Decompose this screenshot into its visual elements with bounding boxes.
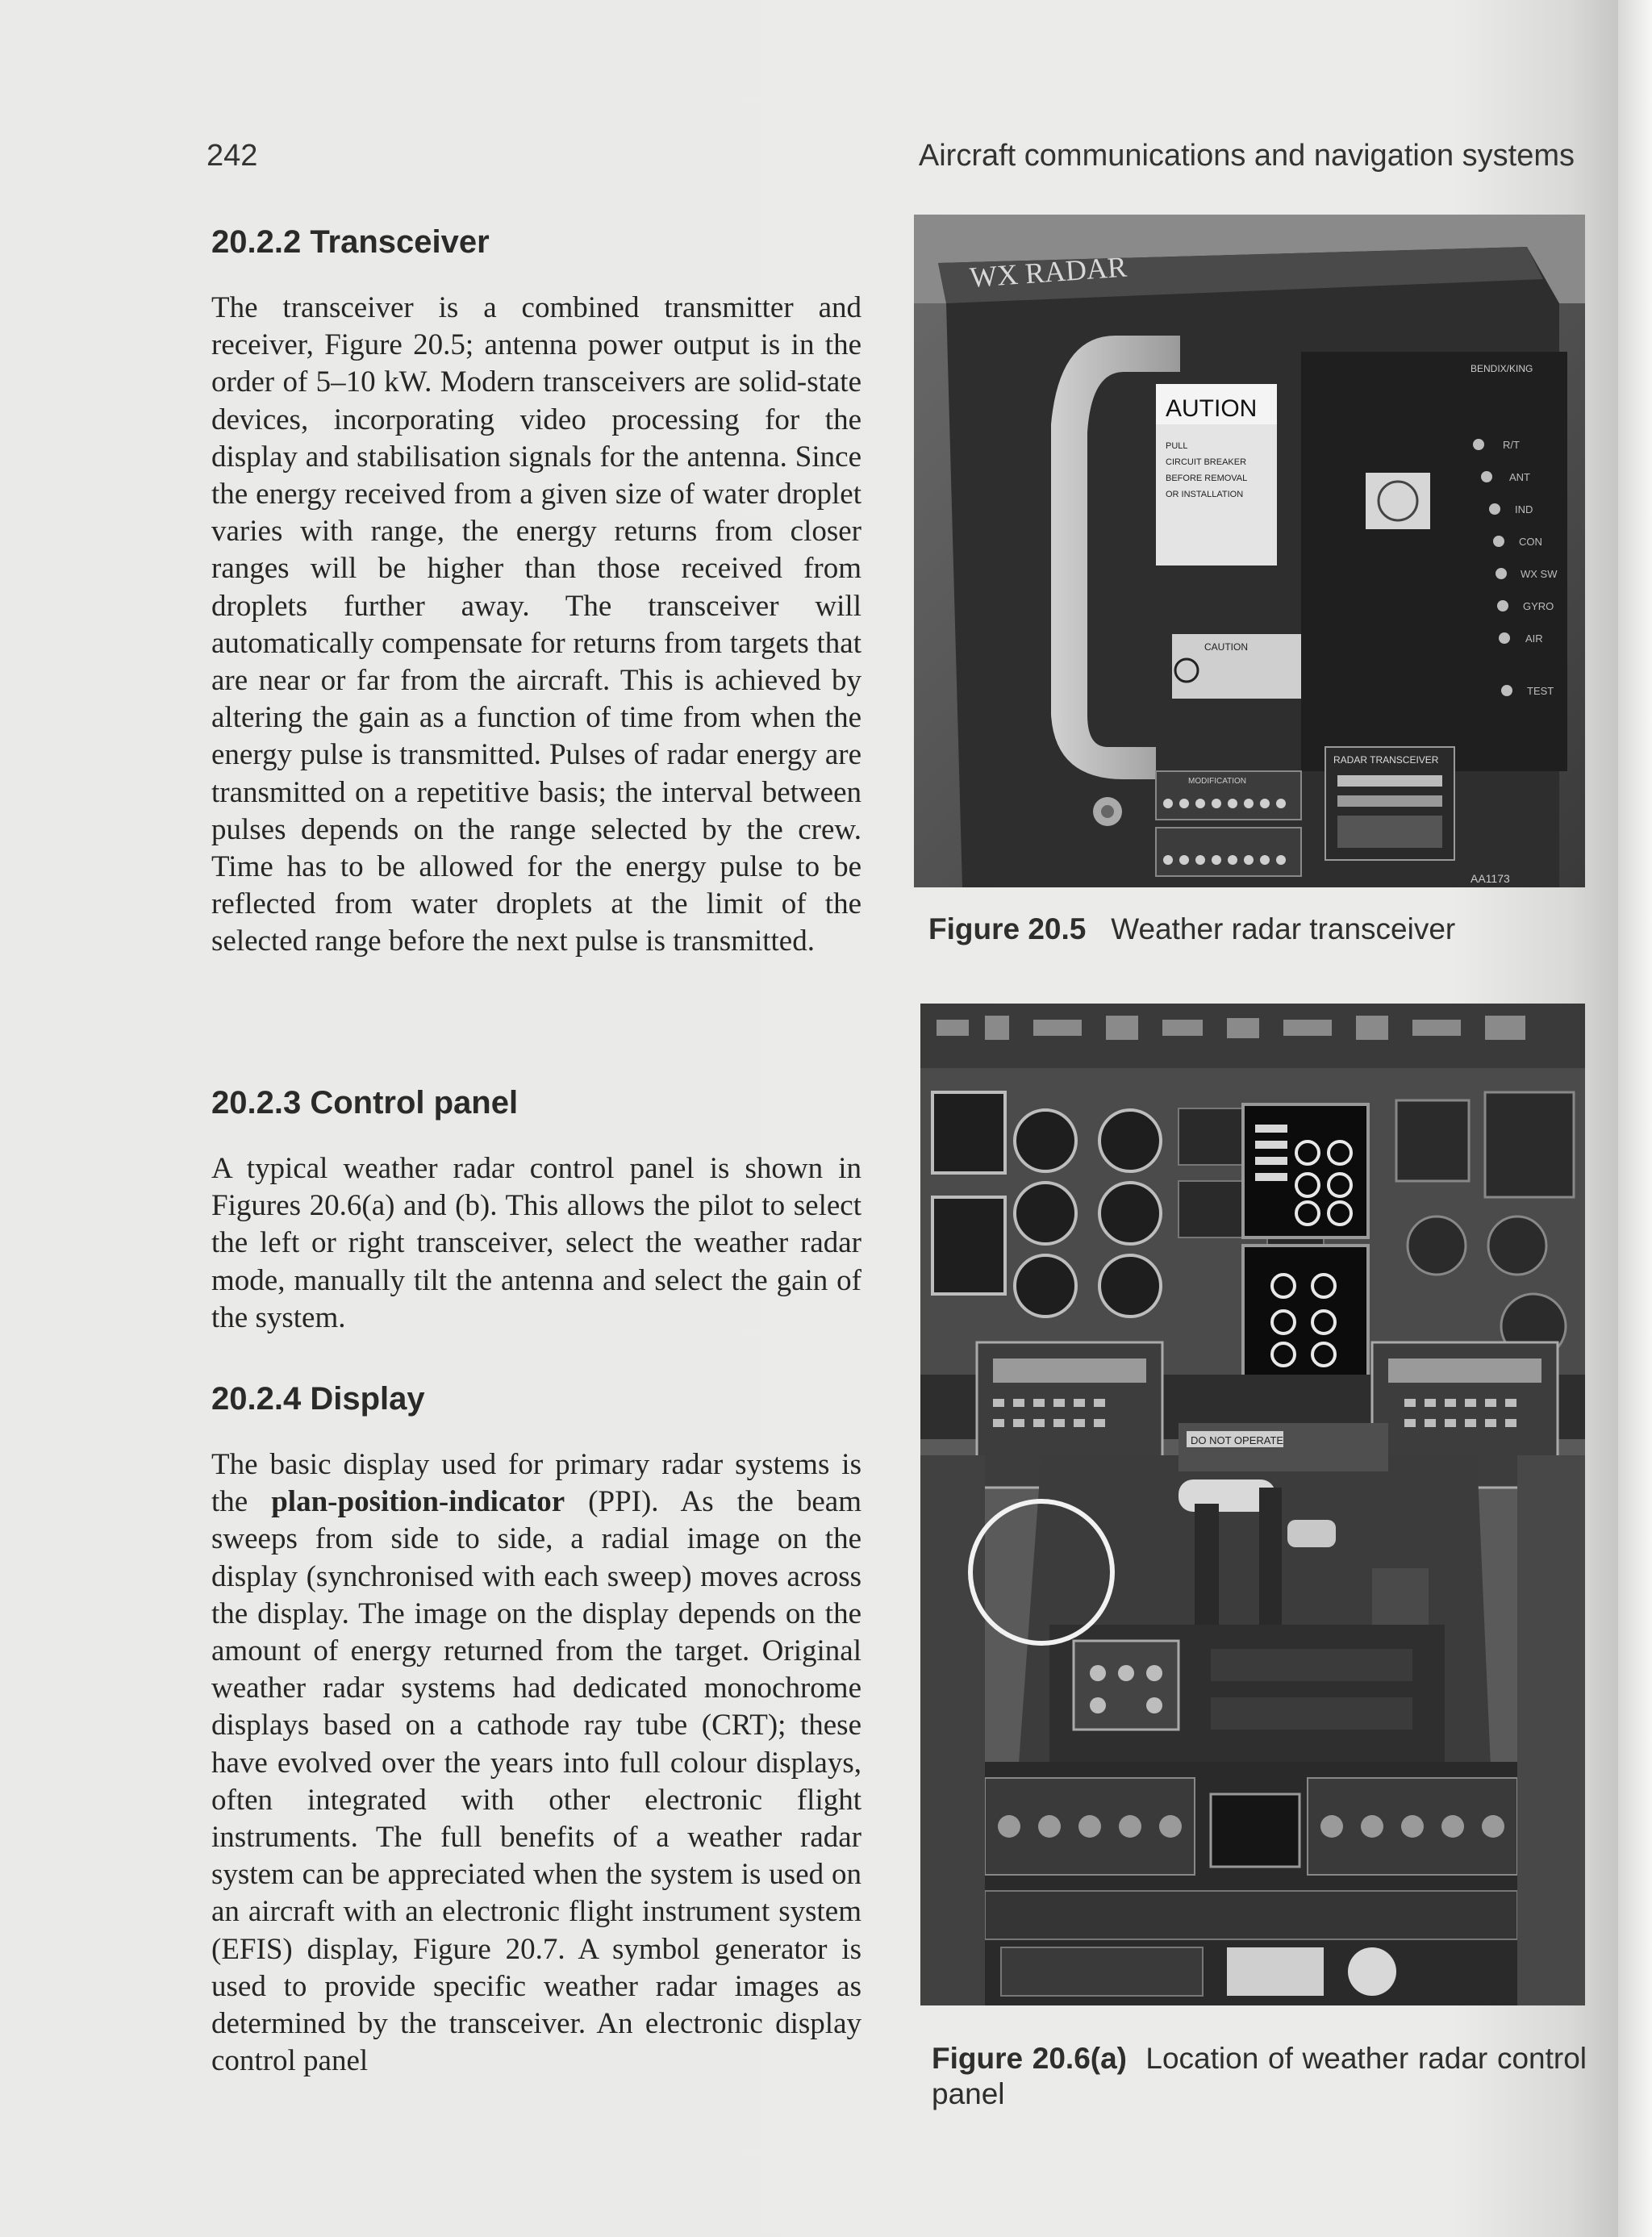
svg-text:CAUTION: CAUTION xyxy=(1204,641,1248,653)
svg-text:TEST: TEST xyxy=(1527,685,1554,697)
section-display xyxy=(211,1381,861,2080)
section-heading: 20.2.2 Transceiver xyxy=(211,224,490,260)
page-number: 242 xyxy=(206,139,258,173)
section-heading: 20.2.4 Display xyxy=(211,1381,425,1417)
svg-text:BEFORE REMOVAL: BEFORE REMOVAL xyxy=(1166,474,1248,483)
figure-20-6a-caption xyxy=(932,2041,1587,2112)
figure-label: Figure 20.6(a) xyxy=(932,2042,1127,2075)
svg-text:WX SW: WX SW xyxy=(1521,568,1558,580)
page-edge-shadow xyxy=(1618,0,1652,2237)
svg-text:AA1173: AA1173 xyxy=(1471,872,1510,885)
section-control-panel xyxy=(211,1085,861,1337)
svg-text:OR INSTALLATION: OR INSTALLATION xyxy=(1166,490,1244,499)
section-body: A typical weather radar control panel is shown in Figures 20.6(a) and (b). This allows the pilot to select the left or right transceiver, select the weather radar mode, manually tilt the antenna and select the gain of the system. xyxy=(211,1152,861,1334)
svg-text:CIRCUIT BREAKER: CIRCUIT BREAKER xyxy=(1166,457,1247,467)
cockpit-photo xyxy=(920,1004,1585,2005)
running-head xyxy=(206,139,1575,179)
svg-text:CON: CON xyxy=(1519,536,1542,548)
figure-20-5-caption xyxy=(928,912,1455,947)
figure-20-5-photo xyxy=(914,215,1585,887)
transceiver-photo xyxy=(914,215,1585,887)
svg-text:BENDIX/KING: BENDIX/KING xyxy=(1471,363,1533,374)
section-heading: 20.2.3 Control panel xyxy=(211,1085,519,1121)
unit-label-text: WX RADAR xyxy=(968,250,1128,294)
section-body: The transceiver is a combined transmitter and receiver, Figure 20.5; antenna power output is in the order of 5–10 kW. Modern transceivers are solid-state devices, incorporating video processing for the display and stabilisation signals for the antenna. Since the energy received from a given size of water droplet varies with range, the energy returns from closer ranges will be higher than those received from droplets further away. The transceiver will automatically compensate for returns from targets that are near or far from the aircraft. This is achieved by altering the gain as a function of time from when the energy pulse is transmitted. Pulses of radar energy are transmitted on a repetitive basis; the interval between pulses depends on the range selected by the crew. Time has to be allowed for the energy pulse to be reflected from water droplets at the limit of the selected range before the next pulse is transmitted. xyxy=(211,291,861,958)
svg-text:R/T: R/T xyxy=(1503,439,1520,451)
caution-label-text: AUTION xyxy=(1166,395,1258,422)
figure-20-6a-photo xyxy=(920,1004,1585,2005)
svg-text:ANT: ANT xyxy=(1509,471,1530,483)
figure-caption-text: Weather radar transceiver xyxy=(1111,912,1456,945)
body-text-before: The basic display used for primary radar systems is the xyxy=(211,1448,861,1519)
key-term: plan-position-indicator xyxy=(271,1485,565,1519)
svg-text:IND: IND xyxy=(1515,503,1533,515)
svg-text:GYRO: GYRO xyxy=(1523,600,1554,612)
body-text-after: (PPI). As the beam sweeps from side to side, a radial image on the display (synchronised with each sweep) moves across the display. The image on the display depends on the amount of energy returned from the target. Original weather radar systems had dedicated monochrome displays based on a cathode ray tube (CRT); these have evolved over the years into full colour displays, often integrated with other electronic flight instruments. The full benefits of a weather radar system can be appreciated when the system is used on an aircraft with an electronic flight instrument system (EFIS) display, Figure 20.7. A symbol generator is used to provide specific weather radar images as determined by the transceiver. An electronic display control panel xyxy=(211,1485,862,2078)
figure-caption-text: Location of weather radar control panel xyxy=(932,2042,1587,2110)
svg-text:RADAR TRANSCEIVER: RADAR TRANSCEIVER xyxy=(1333,754,1439,766)
placard-text: DO NOT OPERATE xyxy=(1191,1434,1284,1446)
section-body xyxy=(211,1446,861,2080)
book-title: Aircraft communications and navigation systems xyxy=(918,139,1575,173)
figure-label: Figure 20.5 xyxy=(928,912,1087,945)
section-transceiver xyxy=(211,224,861,961)
svg-text:PULL: PULL xyxy=(1166,441,1188,451)
svg-text:MODIFICATION: MODIFICATION xyxy=(1188,777,1247,786)
svg-text:AIR: AIR xyxy=(1525,632,1543,645)
